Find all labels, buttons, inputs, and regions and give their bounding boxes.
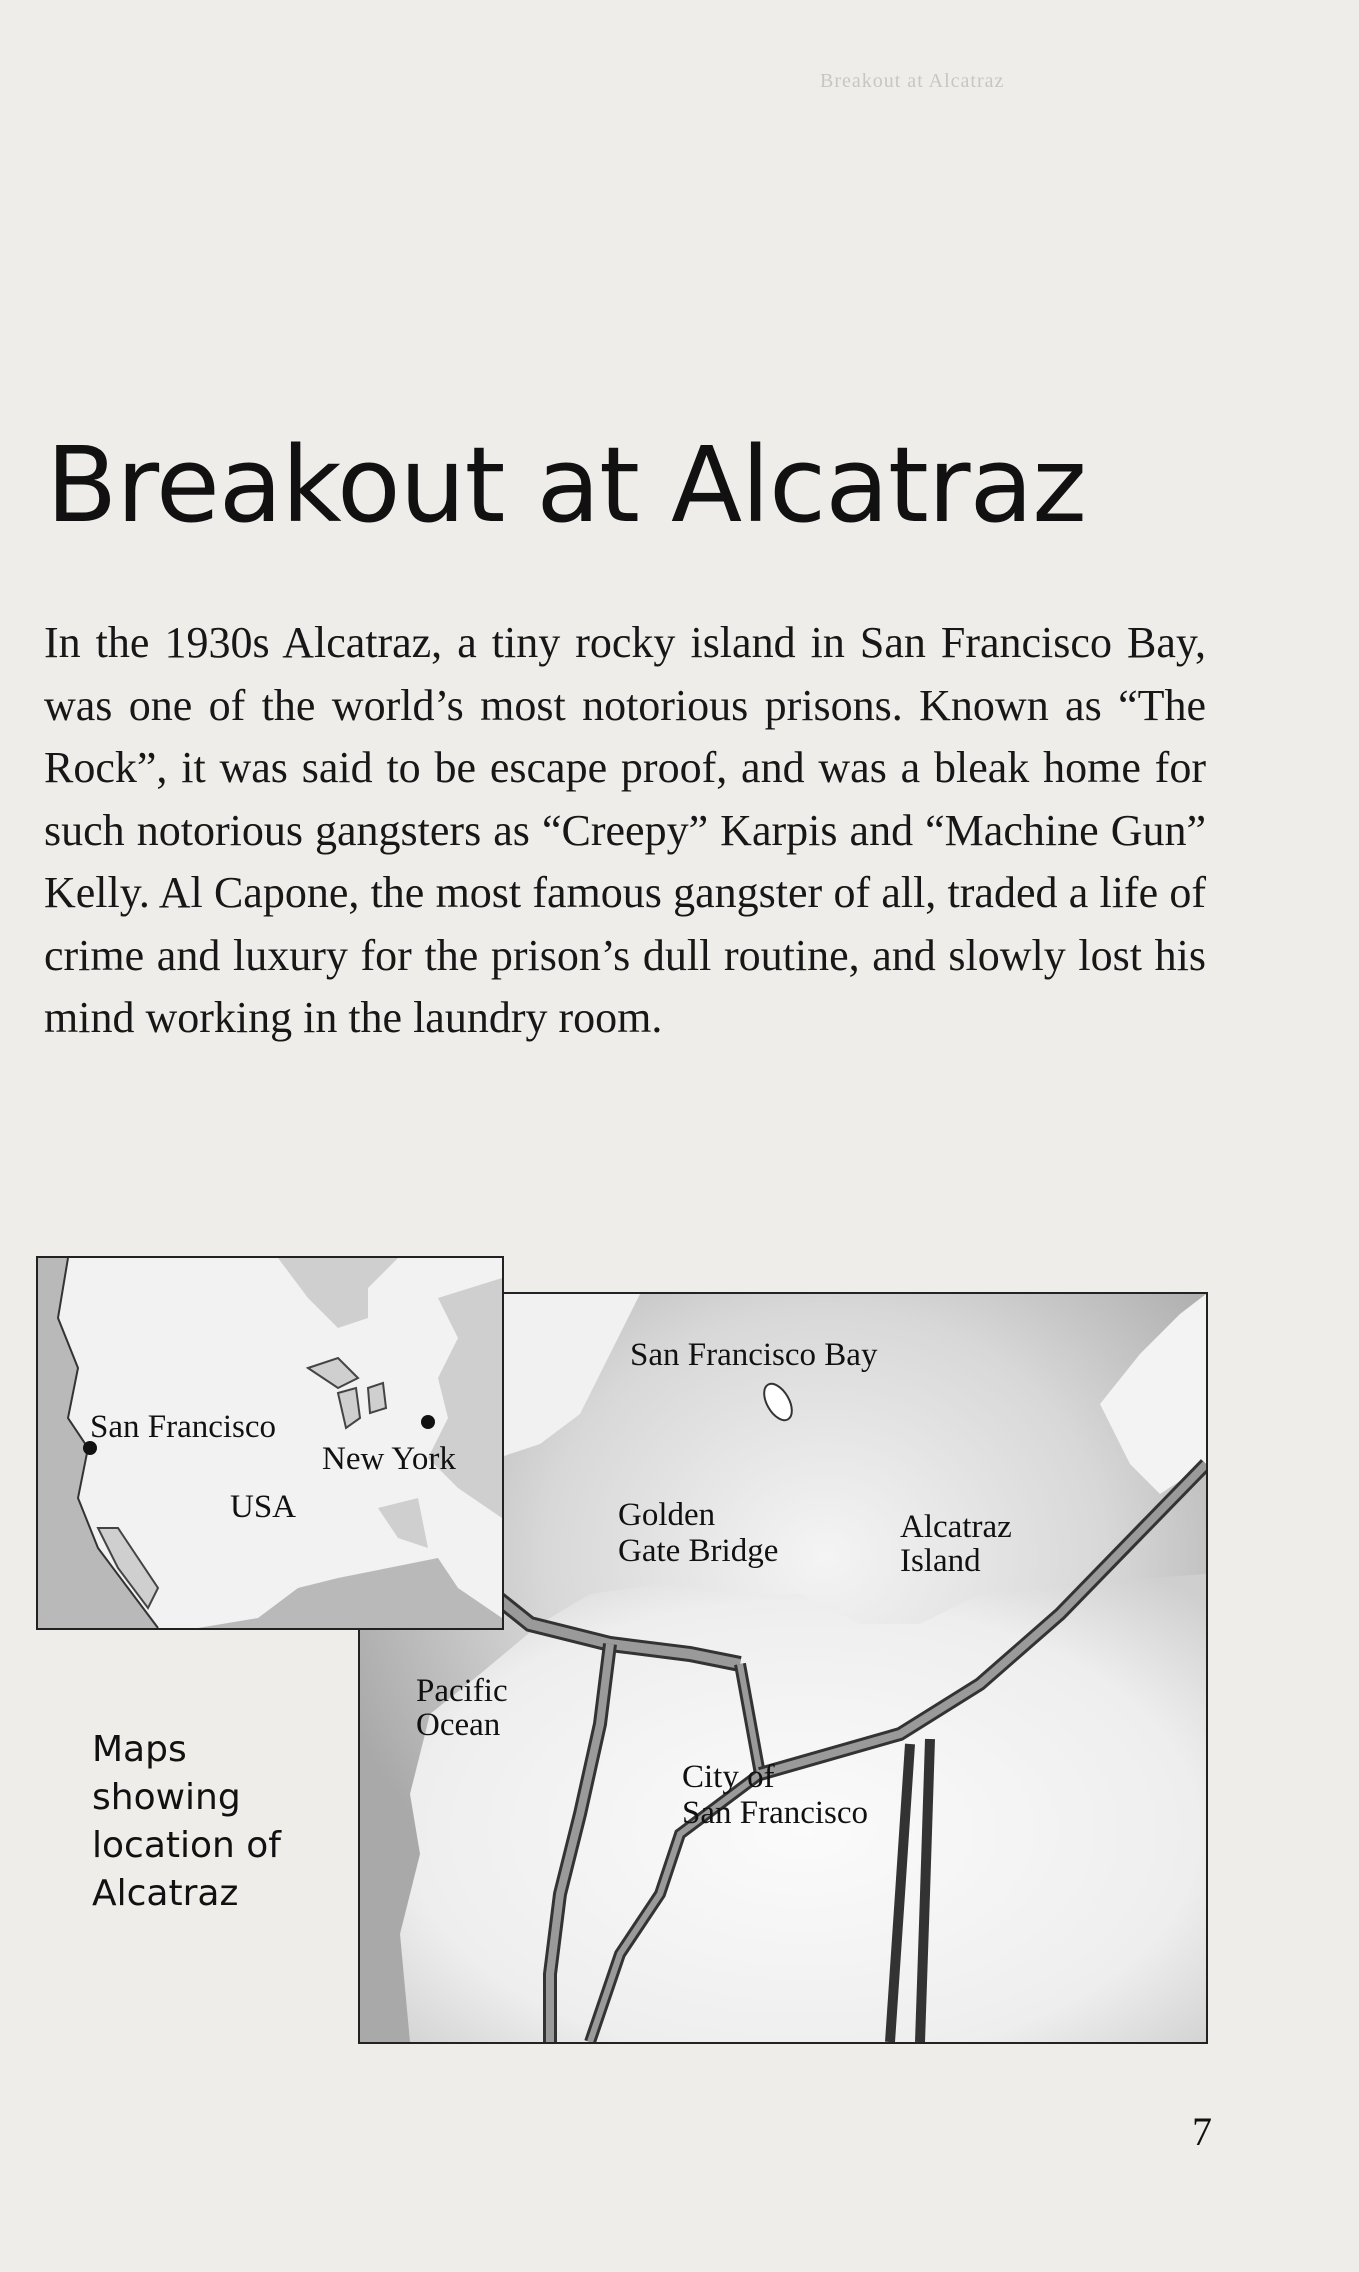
bay-label: San Francisco Bay <box>630 1337 878 1373</box>
alcatraz-label-line1: Alcatraz <box>900 1509 1012 1545</box>
body-paragraph: In the 1930s Alcatraz, a tiny rocky island in San Francisco Bay, was one of the world’s most notorious prisons. Known as “The Rock”, it was said to be escape proof, and was a bleak home for such notorious gangsters as “Creepy” Karpis and “Machine Gun” Kelly. Al Capone, the most famous gangster of all, traded a life of crime and luxury for the prison’s dull routine, and slowly lost his mind working in the laundry room. <box>44 618 1206 1042</box>
usa-inset-map <box>36 1256 504 1630</box>
san-francisco-label: San Francisco <box>90 1409 277 1445</box>
page-number: 7 <box>1192 2109 1212 2154</box>
lake-huron <box>368 1383 386 1413</box>
alcatraz-label-line2: Island <box>900 1543 981 1579</box>
city-label-line2: San Francisco <box>682 1795 869 1831</box>
usa-label: USA <box>230 1489 297 1525</box>
pacific-label-line2: Ocean <box>416 1707 501 1743</box>
map-caption: Maps showing location of Alcatraz <box>92 1729 281 1914</box>
pacific-label-line1: Pacific <box>416 1673 508 1709</box>
page-title: Breakout at Alcatraz <box>46 423 1086 546</box>
new-york-marker <box>421 1415 435 1429</box>
running-head: Breakout at Alcatraz <box>820 70 1005 92</box>
golden-gate-label-line2: Gate Bridge <box>618 1533 779 1569</box>
golden-gate-label-line1: Golden <box>618 1497 716 1533</box>
new-york-label: New York <box>322 1441 456 1477</box>
city-label-line1: City of <box>682 1759 775 1795</box>
